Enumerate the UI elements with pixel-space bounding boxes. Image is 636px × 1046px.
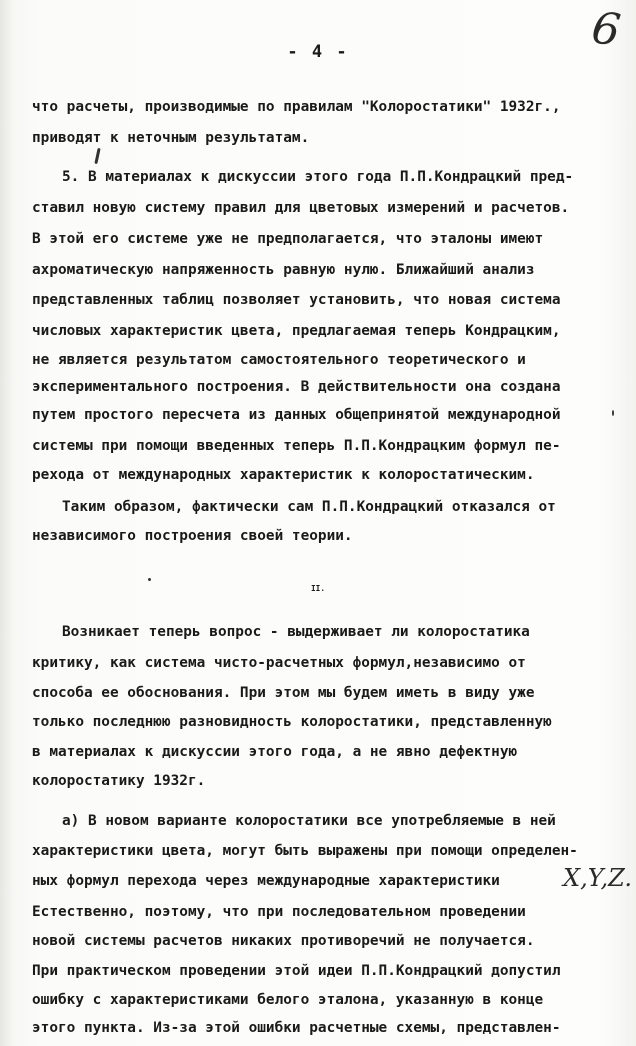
text-line: ошибку с характеристиками белого эталона, указанную в конце — [32, 992, 544, 1008]
text-line: в материалах к дискуссии этого года, а не явно дефектную — [32, 744, 518, 760]
speck — [148, 578, 151, 581]
text-line: этого пункта. Из-за этой ошибки расчетные схемы, представлен- — [32, 1020, 561, 1036]
handwritten-xyz: X,Y,Z. — [563, 864, 632, 892]
text-line: приводят к неточным результатам. — [32, 130, 310, 146]
text-line: колоростатику 1932г. — [32, 773, 206, 789]
text-line: характеристики цвета, могут быть выражены при помощи определен- — [32, 843, 578, 859]
handwritten-page-number: 6 — [588, 2, 624, 57]
text-line: Таким образом, фактически сам П.П.Кондрацкий отказался от — [62, 499, 556, 515]
text-line: независимого построения своей теории. — [32, 528, 353, 544]
text-line: При практическом проведении этой идеи П.П.Кондрацкий допустил — [32, 963, 561, 979]
text-line: что расчеты, производимые по правилам "Колоростатики" 1932г., — [32, 99, 561, 115]
text-line: В этой его системе уже не предполагается, что эталоны имеют — [32, 231, 544, 247]
text-line: 5. В материалах к дискуссии этого года П.П.Кондрацкий пред- — [62, 169, 574, 185]
text-line: новой системы расчетов никаких противоречий не получается. — [32, 933, 535, 949]
text-line: а) В новом варианте колоростатики все употребляемые в ней — [62, 813, 556, 829]
text-line: способа ее обоснования. При этом мы будем иметь в виду уже — [32, 685, 535, 701]
text-line: Естественно, поэтому, что при последовательном проведении — [32, 904, 526, 920]
speck — [612, 410, 614, 416]
text-line: не является результатом самостоятельного теоретического и — [32, 352, 526, 368]
text-line: критику, как система чисто-расчетных формул,независимо от — [32, 655, 526, 671]
pen-mark — [94, 148, 100, 164]
text-line: только последнюю разновидность колоростатики, представленную — [32, 714, 552, 730]
text-line: ных формул перехода через международные характеристики — [32, 873, 500, 889]
text-line: ахроматическую напряженность равную нулю. Ближайший анализ — [32, 262, 535, 278]
text-line: путем простого пересчета из данных общепринятой международной — [32, 407, 561, 423]
text-line: Возникает теперь вопрос - выдерживает ли колоростатика — [62, 624, 530, 640]
section-heading: II. — [310, 584, 326, 593]
text-line: экспериментального построения. В действительности она создана — [32, 379, 561, 395]
text-line: рехода от международных характеристик к колоростатическим. — [32, 467, 535, 483]
text-line: ставил новую систему правил для цветовых измерений и расчетов. — [32, 200, 570, 216]
text-line: системы при помощи введенных теперь П.П.Кондрацким формул пе- — [32, 438, 561, 454]
text-line: числовых характеристик цвета, предлагаемая теперь Кондрацким, — [32, 323, 561, 339]
text-line: представленных таблиц позволяет установить, что новая система — [32, 292, 561, 308]
page-number: - 4 - — [287, 42, 349, 62]
